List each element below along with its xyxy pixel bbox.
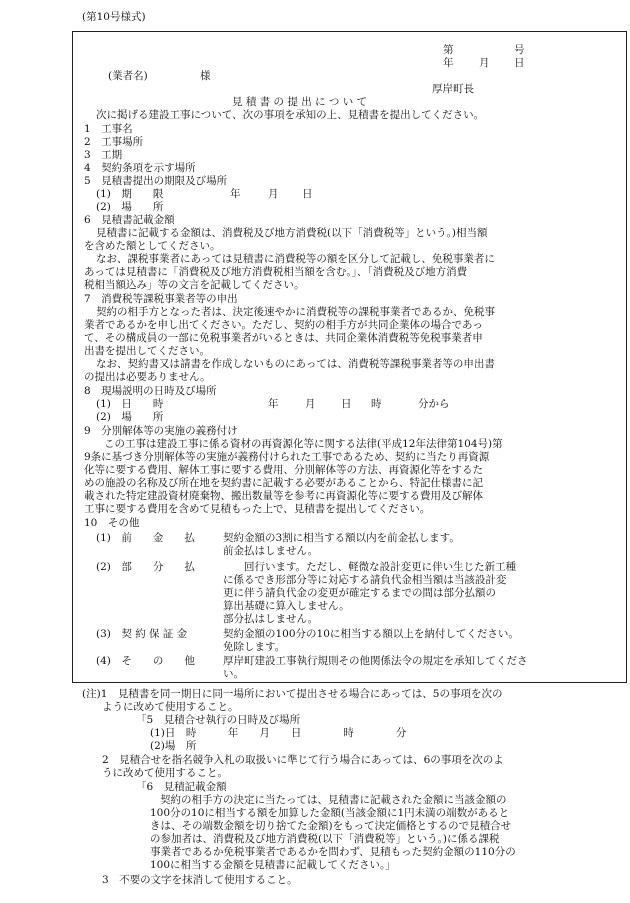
item-6-paragraph-line: なお、課税事業者にあっては見積書に消費税等の額を区分して記載し、免税事業者に	[96, 253, 495, 265]
note-2-replacement: の参加者は、消費税及び地方消費税(以下「消費税等」という。)に係る課税	[150, 833, 500, 845]
item-10-other: 10 その他	[84, 517, 140, 529]
note-1-cont: ように改めて使用すること。	[102, 701, 239, 713]
item-5-1-year: 年	[230, 188, 241, 200]
date-month: 月	[479, 57, 490, 69]
item-10-1-option: 契約金額の3割に相当する額以内を前金払します。	[223, 532, 460, 544]
item-6-paragraph-line: 見積書に記載する金額は、消費税及び地方消費税(以下「消費税等」という。)相当額	[96, 227, 488, 239]
item-9-paragraph-line: 載された特定建設資材廃棄物、搬出数量等を参考に再資源化等に要する費用及び解体	[84, 490, 483, 502]
item-9-paragraph-line: めの施設の名称及び所在地を契約書に記載する必要があることから、特記仕様書に記	[84, 477, 483, 489]
item-10-3-contract-deposit-label: (3) 契 約 保 証 金	[96, 628, 188, 640]
item-8-1-hour: 時	[371, 398, 382, 410]
note-1: (注)1 見積書を同一期日に同一場所において提出させる場合にあっては、5の事項を次の	[82, 688, 503, 700]
item-10-1-advance-payment-label: (1) 前 金 払	[96, 532, 195, 544]
item-10-2-partial-payment-label: (2) 部 分 払	[96, 561, 195, 573]
date-day: 日	[514, 57, 525, 69]
item-10-4-line: い。	[223, 668, 244, 680]
item-7-paragraph-line: なお、契約書又は請書を作成しないものにあっては、消費税等課税事業者等の申出書	[96, 358, 495, 370]
item-8-1-year: 年	[268, 398, 279, 410]
intro-text: 次に掲げる建設工事について、次の事項を承知の上、見積書を提出してください。	[96, 109, 485, 121]
item-8-1-minute: 分から	[418, 398, 450, 410]
note-2: 2 見積合せを指名競争入札の取扱いに準じて行う場合にあっては、6の事項を次のよ	[102, 754, 504, 766]
item-8-1-month: 月	[305, 398, 316, 410]
item-6-paragraph-line: を含めた額としてください。	[84, 240, 221, 252]
item-6-paragraph-line: あっては見積書に「消費税及び地方消費税相当額を含む。」、「消費税及び地方消費	[84, 266, 468, 278]
item-7-paragraph-line: の提出は必要ありません。	[84, 371, 211, 383]
document-title: 見 積 書 の 提 出 に つ い て	[232, 96, 368, 108]
note-2-replacement: 事業者であるか免税事業者であるかを問わず、見積もった契約金額の110分の	[150, 846, 516, 858]
item-7-tax-declaration: 7 消費税等課税事業者等の申出	[84, 293, 238, 305]
item-1-construction-name: 1 工事名	[84, 123, 133, 135]
item-10-2-line: 算出基礎に算入しません。	[223, 600, 350, 612]
note-2-replacement: 「6 見積記載金額	[136, 781, 227, 793]
issuer-name: 厚岸町長	[432, 83, 474, 95]
item-5-1-deadline: (1) 期 限	[96, 188, 164, 200]
item-7-paragraph-line: 出書を提出してください。	[84, 345, 210, 357]
item-7-paragraph-line: 業者であるかを申し出てください。ただし、契約の相手方が共同企業体の場合であっ	[84, 319, 483, 331]
note-2-cont: うに改めて使用すること。	[102, 767, 228, 779]
note-2-replacement: 100分の10に相当する額を加算した金額(当該金額に1円未満の端数があると	[150, 807, 510, 819]
item-5-1-month: 月	[268, 188, 279, 200]
date-year: 年	[443, 57, 454, 69]
item-6-paragraph-line: 税相当額込み」等の文言を記載してください。	[84, 279, 305, 291]
item-9-paragraph-line: 工事に要する費用を含めて見積もった上で、見積書を提出してください。	[84, 503, 431, 515]
item-5-1-day: 日	[302, 188, 313, 200]
item-10-2-line: 回行います。ただし、軽微な設計変更に伴い生じた新工種	[223, 561, 517, 573]
item-9-paragraph-line: この工事は建設工事に係る資材の再資源化等に関する法律(平成12年法律第104号)第	[104, 438, 503, 450]
note-2-replacement: 契約の相手方の決定に当たっては、見積書に記載された金額に当該金額の	[160, 794, 507, 806]
honorific: 様	[200, 70, 211, 82]
note-1-replacement: 「5 見積合せ執行の日時及び場所	[136, 714, 301, 726]
item-3-construction-period: 3 工期	[84, 149, 123, 161]
item-9-separate-demolition: 9 分別解体等の実施の義務付け	[84, 425, 238, 437]
contractor-name-label: (業者名)	[108, 70, 148, 82]
item-10-2-line: 更に伴う請負代金の変更が確定するまでの間は部分払額の	[223, 587, 496, 599]
item-6-estimate-amount: 6 見積書記載金額	[84, 214, 175, 226]
note-1-replacement: (1)日 時 年 月 日 時 分	[150, 727, 407, 739]
item-8-1-day: 日	[341, 398, 352, 410]
item-7-paragraph-line: 契約の相手方となった者は、決定後速やかに消費税等の課税事業者であるか、免税事	[96, 306, 495, 318]
item-10-1-option: 前金払はしません。	[223, 545, 319, 557]
number-suffix: 号	[514, 44, 525, 56]
note-3: 3 不要の文字を抹消して使用すること。	[102, 874, 298, 886]
item-8-site-briefing: 8 現場説明の日時及び場所	[84, 385, 217, 397]
item-10-2-line: 部分払はしません。	[223, 613, 319, 625]
item-10-3-option: 免除します。	[223, 641, 286, 653]
item-4-contract-terms-place: 4 契約条項を示す場所	[84, 162, 196, 174]
item-10-4-other-label: (4) そ の 他	[96, 655, 195, 667]
note-2-replacement: 100に相当する金額を見積書に記載してください。」	[150, 859, 396, 871]
item-7-paragraph-line: て、その構成員の一部に免税事業者がいるときは、共同企業体消費税等免税事業者申	[84, 332, 483, 344]
form-number-label: (第10号様式)	[82, 11, 146, 23]
item-2-construction-site: 2 工事場所	[84, 136, 144, 148]
item-8-1-datetime: (1) 日 時	[96, 398, 164, 410]
item-9-paragraph-line: 9条に基づき分別解体等の実施が義務付けられた工事であるため、契約に当たり再資源	[84, 451, 490, 463]
item-9-paragraph-line: 化等に要する費用、解体工事に要する費用、分別解体等の方法、再資源化等をするた	[84, 464, 483, 476]
item-10-3-option: 契約金額の100分の10に相当する額以上を納付してください。	[223, 628, 519, 640]
item-8-2-place: (2) 場 所	[96, 411, 164, 423]
item-10-4-line: 厚岸町建設工事執行規則その他関係法令の規定を承知してくださ	[223, 655, 528, 667]
number-prefix: 第	[443, 44, 454, 56]
item-10-2-line: に係るでき形部分等に対応する請負代金相当額は当該設計変	[223, 574, 507, 586]
item-5-deadline-and-place: 5 見積書提出の期限及び場所	[84, 175, 228, 187]
note-1-replacement: (2)場 所	[150, 740, 197, 752]
item-5-2-place: (2) 場 所	[96, 201, 164, 213]
note-2-replacement: きは、その端数金額を切り捨てた金額)をもって決定価格とするので見積合せ	[150, 820, 512, 832]
